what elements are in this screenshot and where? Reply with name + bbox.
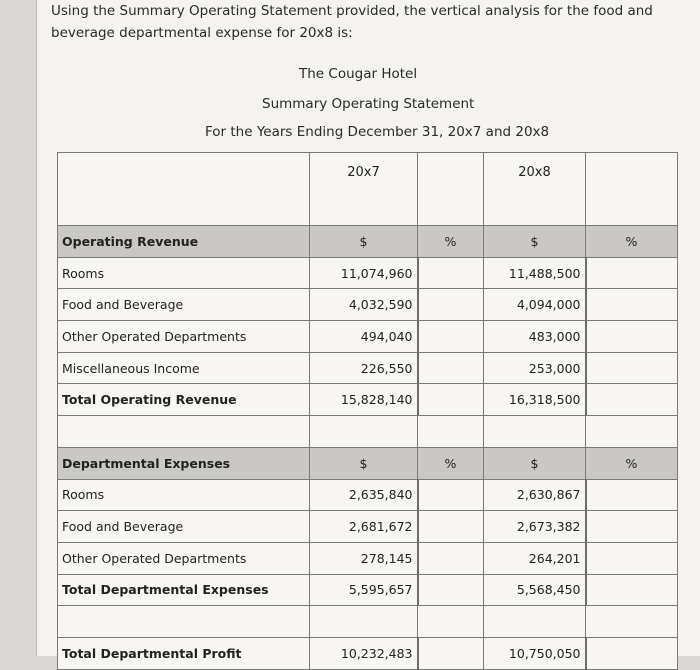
value-20x7: 10,232,483	[310, 637, 418, 669]
expenses-header-row	[58, 447, 678, 479]
table-row	[58, 479, 678, 511]
value-20x7: 15,828,140	[310, 384, 418, 416]
section-header: Departmental Expenses	[58, 447, 310, 479]
percent-cell	[586, 352, 678, 384]
worksheet-page	[36, 0, 700, 661]
row-label: Food and Beverage	[58, 289, 310, 321]
row-label: Rooms	[58, 257, 310, 289]
table-row	[58, 321, 678, 353]
statement-period: For the Years Ending December 31, 20x7 and 20x8	[205, 124, 550, 140]
value-20x7: 11,074,960	[310, 257, 418, 289]
table-row	[58, 257, 678, 289]
currency-label: $	[310, 226, 418, 258]
value-20x8: 16,318,500	[484, 384, 586, 416]
percent-cell	[586, 321, 678, 353]
currency-label: $	[484, 226, 586, 258]
value-20x7: 226,550	[310, 352, 418, 384]
percent-label: %	[586, 447, 678, 479]
row-label: Rooms	[58, 479, 310, 511]
percent-cell	[418, 574, 484, 606]
value-20x8: 2,630,867	[484, 479, 586, 511]
value-20x8: 10,750,050	[484, 637, 586, 669]
percent-cell	[586, 384, 678, 416]
percent-cell	[418, 479, 484, 511]
value-20x8: 11,488,500	[484, 257, 586, 289]
spacer-row	[58, 416, 678, 448]
percent-cell	[418, 352, 484, 384]
table-row	[58, 289, 678, 321]
row-label: Other Operated Departments	[58, 321, 310, 353]
percent-cell	[586, 289, 678, 321]
row-label: Total Operating Revenue	[58, 384, 310, 416]
currency-label: $	[310, 447, 418, 479]
currency-label: $	[484, 447, 586, 479]
percent-cell	[418, 542, 484, 574]
row-label: Other Operated Departments	[58, 542, 310, 574]
value-20x7: 5,595,657	[310, 574, 418, 606]
row-label: Food and Beverage	[58, 511, 310, 543]
percent-cell	[418, 257, 484, 289]
percent-label: %	[418, 447, 484, 479]
value-20x7: 2,635,840	[310, 479, 418, 511]
row-label: Total Departmental Expenses	[58, 574, 310, 606]
statement-title: Summary Operating Statement	[262, 96, 475, 112]
value-20x7: 2,681,672	[310, 511, 418, 543]
percent-cell	[586, 511, 678, 543]
percent-cell	[586, 479, 678, 511]
row-label: Total Departmental Profit	[58, 637, 310, 669]
percent-cell	[586, 637, 678, 669]
percent-label: %	[586, 226, 678, 258]
operating-statement-table	[57, 152, 678, 670]
year-20x8: 20x8	[484, 153, 586, 226]
table-row	[58, 542, 678, 574]
percent-cell	[418, 321, 484, 353]
value-20x8: 2,673,382	[484, 511, 586, 543]
question-text: Using the Summary Operating Statement provided, the vertical analysis for the food and beverage departmental expense for 20x8 is:	[51, 3, 653, 41]
spacer-row	[58, 606, 678, 638]
value-20x8: 4,094,000	[484, 289, 586, 321]
company-name: The Cougar Hotel	[299, 66, 418, 82]
value-20x7: 278,145	[310, 542, 418, 574]
total-row	[58, 574, 678, 606]
percent-cell	[418, 289, 484, 321]
percent-label: %	[418, 226, 484, 258]
percent-cell	[418, 511, 484, 543]
year-20x7: 20x7	[310, 153, 418, 226]
value-20x8: 253,000	[484, 352, 586, 384]
value-20x8: 483,000	[484, 321, 586, 353]
value-20x8: 264,201	[484, 542, 586, 574]
section-header: Operating Revenue	[58, 226, 310, 258]
row-label: Miscellaneous Income	[58, 352, 310, 384]
table-row	[58, 352, 678, 384]
percent-cell	[586, 574, 678, 606]
profit-row	[58, 637, 678, 669]
table-row	[58, 511, 678, 543]
percent-cell	[418, 384, 484, 416]
percent-cell	[586, 542, 678, 574]
value-20x8: 5,568,450	[484, 574, 586, 606]
percent-cell	[586, 257, 678, 289]
value-20x7: 494,040	[310, 321, 418, 353]
value-20x7: 4,032,590	[310, 289, 418, 321]
total-row	[58, 384, 678, 416]
year-header-row	[58, 153, 678, 226]
percent-cell	[418, 637, 484, 669]
revenue-header-row	[58, 226, 678, 258]
